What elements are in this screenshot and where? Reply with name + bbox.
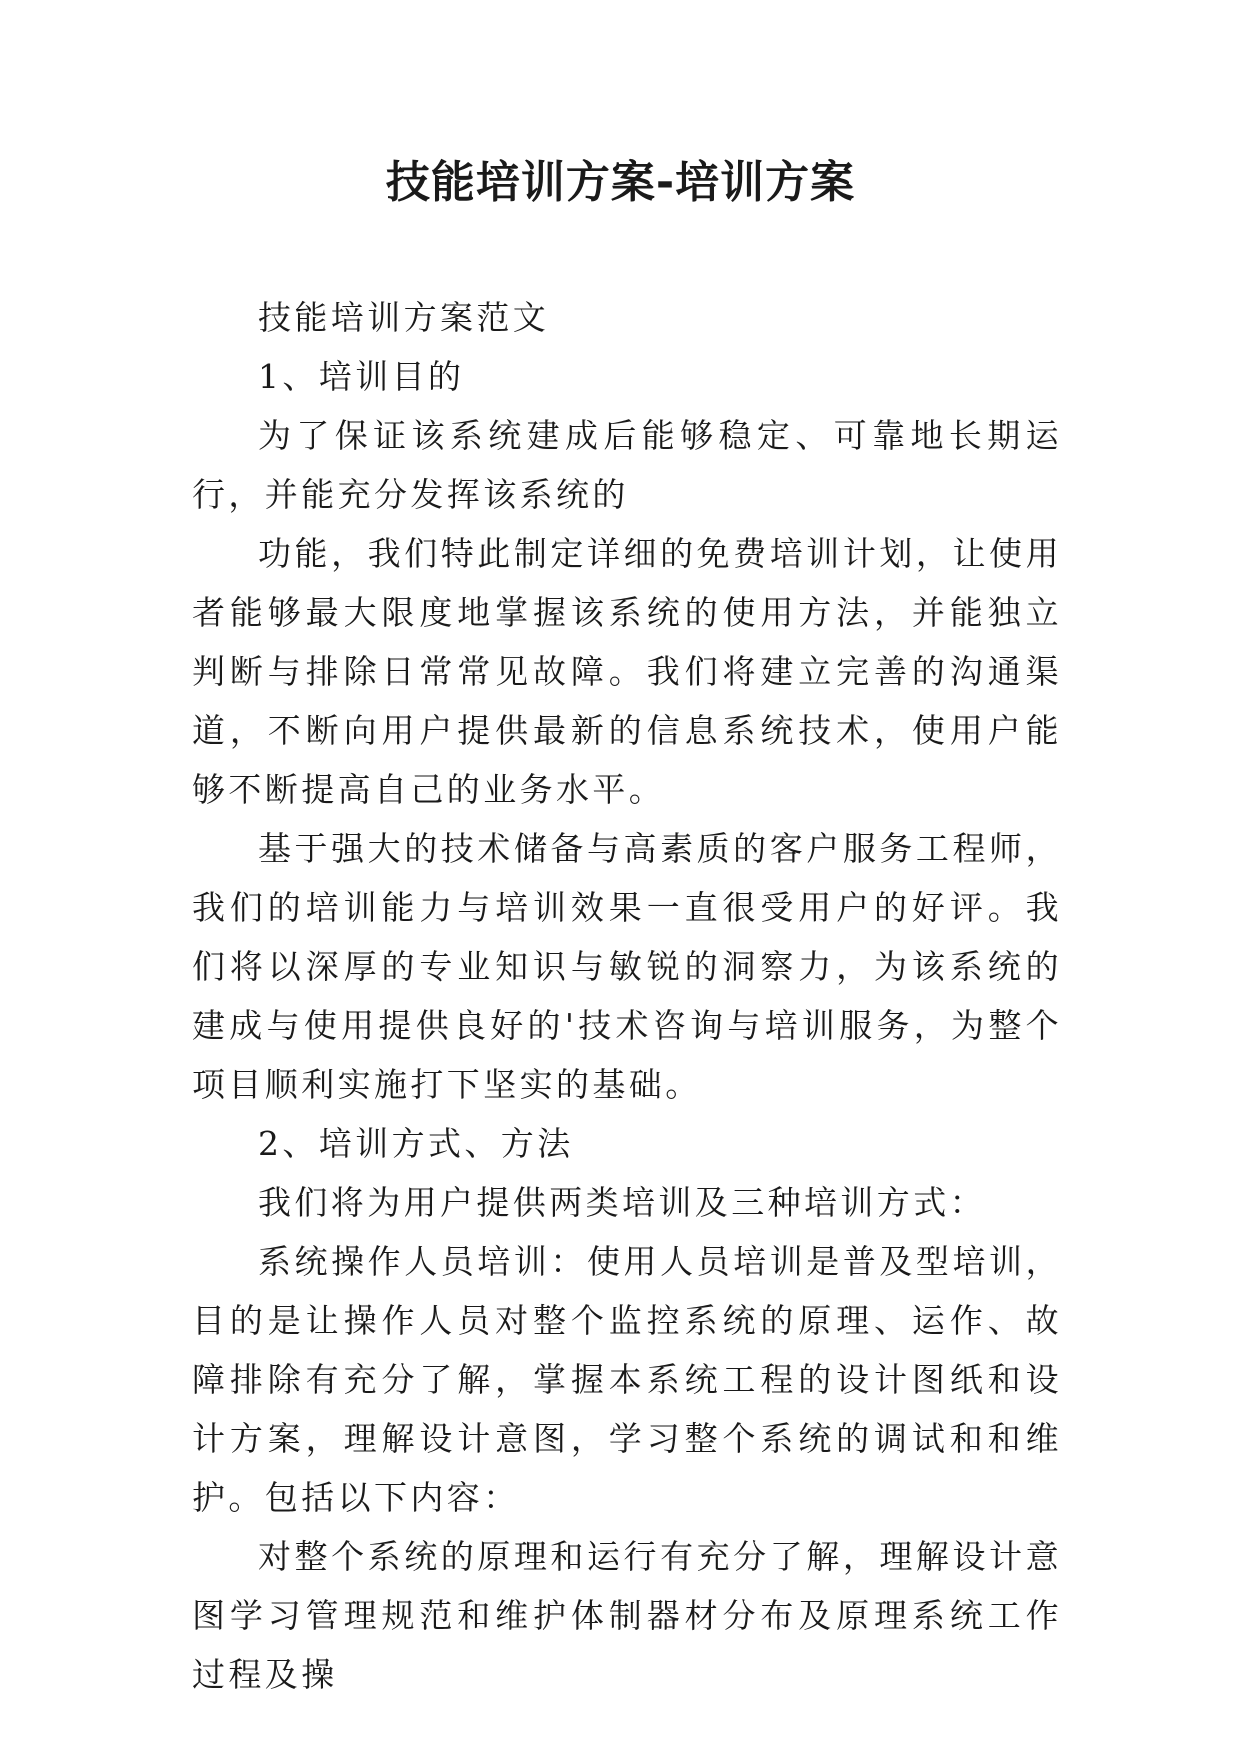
paragraph: 系统操作人员培训：使用人员培训是普及型培训，目的是让操作人员对整个监控系统的原理、运作、故障排除有充分了解，掌握本系统工程的设计图纸和设计方案，理解设计意图，学习整个系统的调试和和维护。包括以下内容： (192, 1242, 1062, 1517)
paragraph-heading: 技能培训方案范文 (258, 298, 550, 337)
paragraph: 功能，我们特此制定详细的免费培训计划，让使用者能够最大限度地掌握该系统的使用方法，并能独立判断与排除日常常见故障。我们将建立完善的沟通渠道，不断向用户提供最新的信息系统技术，使用户能够不断提高自己的业务水平。 (192, 534, 1062, 809)
paragraph: 基于强大的技术储备与高素质的客户服务工程师，我们的培训能力与培训效果一直很受用户的好评。我们将以深厚的专业知识与敏锐的洞察力，为该系统的建成与使用提供良好的'技术咨询与培训服务，为整个项目顺利实施打下坚实的基础。 (192, 829, 1062, 1104)
paragraph: 为了保证该系统建成后能够稳定、可靠地长期运行，并能充分发挥该系统的 (192, 416, 1062, 514)
paragraph: 对整个系统的原理和运行有充分了解，理解设计意图学习管理规范和维护体制器材分布及原理系统工作过程及操 (192, 1537, 1062, 1694)
document-title: 技能培训方案-培训方案 (385, 157, 856, 208)
document-body (192, 288, 1062, 1704)
section-heading-methods: 2、培训方式、方法 (258, 1124, 574, 1163)
section-heading-purpose: 1、培训目的 (258, 357, 465, 396)
paragraph: 我们将为用户提供两类培训及三种培训方式： (258, 1183, 986, 1222)
